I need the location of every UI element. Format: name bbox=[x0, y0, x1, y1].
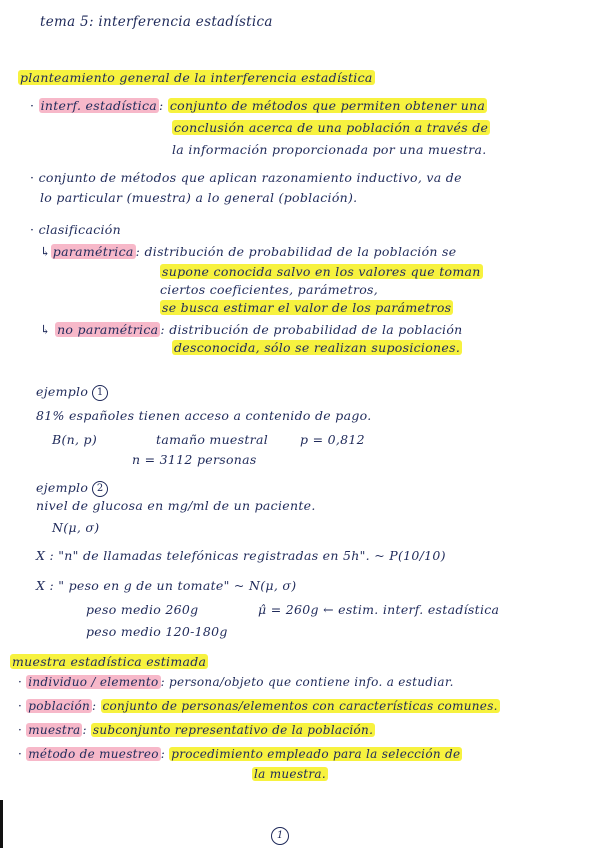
section2-item2: · población : conjunto de personas/elementos con características comunes. bbox=[18, 699, 498, 713]
def1-line3: la información proporcionada por una muestra. bbox=[172, 142, 487, 157]
ejemplo2-line1: nivel de glucosa en mg/ml de un paciente. bbox=[36, 498, 316, 513]
def1-line1: · interf. estadística : conjunto de métodos que permiten obtener una bbox=[30, 98, 486, 113]
ejemplo2-x1: X : "n" de llamadas telefónicas registradas en 5h". ~ P(10/10) bbox=[36, 548, 446, 563]
ejemplo2-x2: X : " peso en g de un tomate" ~ N(μ, σ) bbox=[36, 578, 297, 593]
ejemplo2-x3a: peso medio 260g bbox=[86, 602, 199, 617]
param-line3: ciertos coeficientes, parámetros, bbox=[160, 282, 379, 297]
ejemplo2-line2: N(μ, σ) bbox=[52, 520, 100, 535]
param-line1: ↳ paramétrica : distribución de probabilidad de la población se bbox=[40, 244, 457, 259]
section1-heading bbox=[18, 70, 375, 86]
noparam-line2: desconocida, sólo se realizan suposiciones. bbox=[174, 340, 461, 355]
ejemplo1-label: ejemplo 1 bbox=[36, 384, 108, 401]
section2-item3: · muestra : subconjunto representativo de la población. bbox=[18, 723, 374, 737]
ejemplo1-line2: B(n, p) bbox=[52, 432, 98, 447]
ejemplo1-line1: 81% españoles tienen acceso a contenido de pago. bbox=[36, 408, 372, 423]
param-line4: se busca estimar el valor de los parámetros bbox=[162, 300, 452, 315]
page-edge-mark bbox=[0, 800, 3, 848]
ejemplo2-label: ejemplo 2 bbox=[36, 480, 108, 497]
ejemplo2-x3b: μ̂ = 260g ← estim. interf. estadística bbox=[258, 602, 500, 617]
section1-heading-text: planteamiento general de la interferencia estadística bbox=[20, 70, 373, 85]
param-term: paramétrica bbox=[52, 244, 134, 259]
ejemplo1-line2b: tamaño muestral bbox=[156, 432, 268, 447]
ejemplo1-line2c: p = 0,812 bbox=[300, 432, 365, 447]
def2-line1: · conjunto de métodos que aplican razonamiento inductivo, va de bbox=[30, 170, 462, 185]
def2-line2: lo particular (muestra) a lo general (población). bbox=[40, 190, 358, 205]
param-line2: supone conocida salvo en los valores que toman bbox=[162, 264, 481, 279]
section2-heading: muestra estadística estimada bbox=[12, 654, 207, 669]
def1-term: interf. estadística bbox=[40, 98, 158, 113]
def1-text1: conjunto de métodos que permiten obtener una bbox=[169, 98, 486, 113]
noparam-line1: ↳ no paramétrica : distribución de probabilidad de la población bbox=[40, 322, 463, 337]
ejemplo2-x4: peso medio 120-180g bbox=[86, 624, 228, 639]
section2-item4: · método de muestreo : procedimiento empleado para la selección de bbox=[18, 747, 461, 761]
def1-line2: conclusión acerca de una población a través de bbox=[174, 120, 489, 135]
ejemplo1-line3: n = 3112 personas bbox=[132, 452, 257, 467]
section2-item4-cont: la muestra. bbox=[254, 767, 327, 781]
clasificacion-label: · clasificación bbox=[30, 222, 121, 237]
page-number: 1 bbox=[271, 827, 289, 845]
noparam-term: no paramétrica bbox=[57, 322, 159, 337]
section2-item1: · individuo / elemento : persona/objeto que contiene info. a estudiar. bbox=[18, 675, 454, 689]
page-title: tema 5: interferencia estadística bbox=[40, 14, 273, 30]
